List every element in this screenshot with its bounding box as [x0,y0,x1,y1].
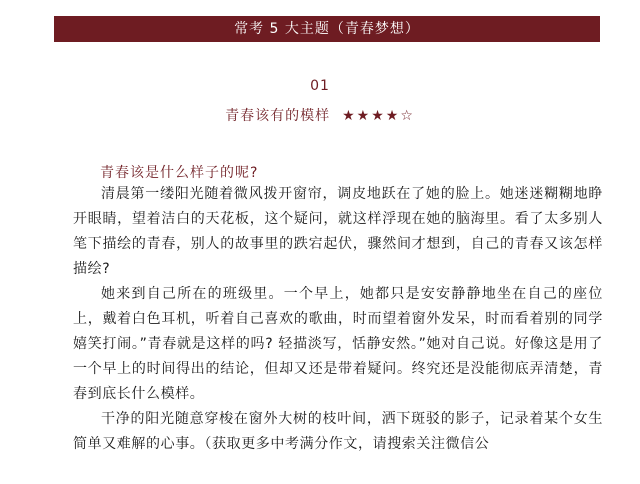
paragraph: 她来到自己所在的班级里。一个早上，她都只是安安静静地坐在自己的座位上，戴着白色耳机，听着自己喜欢的歌曲，时而望着窗外发呆，时而看着别的同学嬉笑打闹。”青春就是这样的吗? 轻描淡写，恬静安然。”她对自己说。好像这是用了一个早上的时间得出的结论，但却又还是带着疑问。终究还是没能彻底弄清楚，青春到底长什么模样。 [73,286,603,402]
article-number: 01 [310,78,330,94]
article-title: 青春该有的模样 [225,108,331,124]
section-banner [54,16,600,42]
article-title-row [0,105,640,125]
star-rating: ★★★★☆ [342,108,415,124]
banner-text: 常考 5 大主题（青春梦想） [234,21,420,37]
paragraph: 干净的阳光随意穿梭在窗外大树的枝叶间，洒下斑驳的影子，记录着某个女生简单又难解的心事。（获取更多中考满分作文，请搜索关注微信公 [73,411,603,452]
article-subheading: 青春该是什么样子的呢? [100,165,259,181]
article-body [73,182,603,457]
paragraph: 清晨第一缕阳光随着微风拨开窗帘，调皮地跃在了她的脸上。她迷迷糊糊地睁开眼睛，望着洁白的天花板，这个疑问，就这样浮现在她的脑海里。看了太多别人笔下描绘的青春，别人的故事里的跌宕起伏，骤然间才想到，自己的青春又该怎样描绘? [73,186,603,277]
